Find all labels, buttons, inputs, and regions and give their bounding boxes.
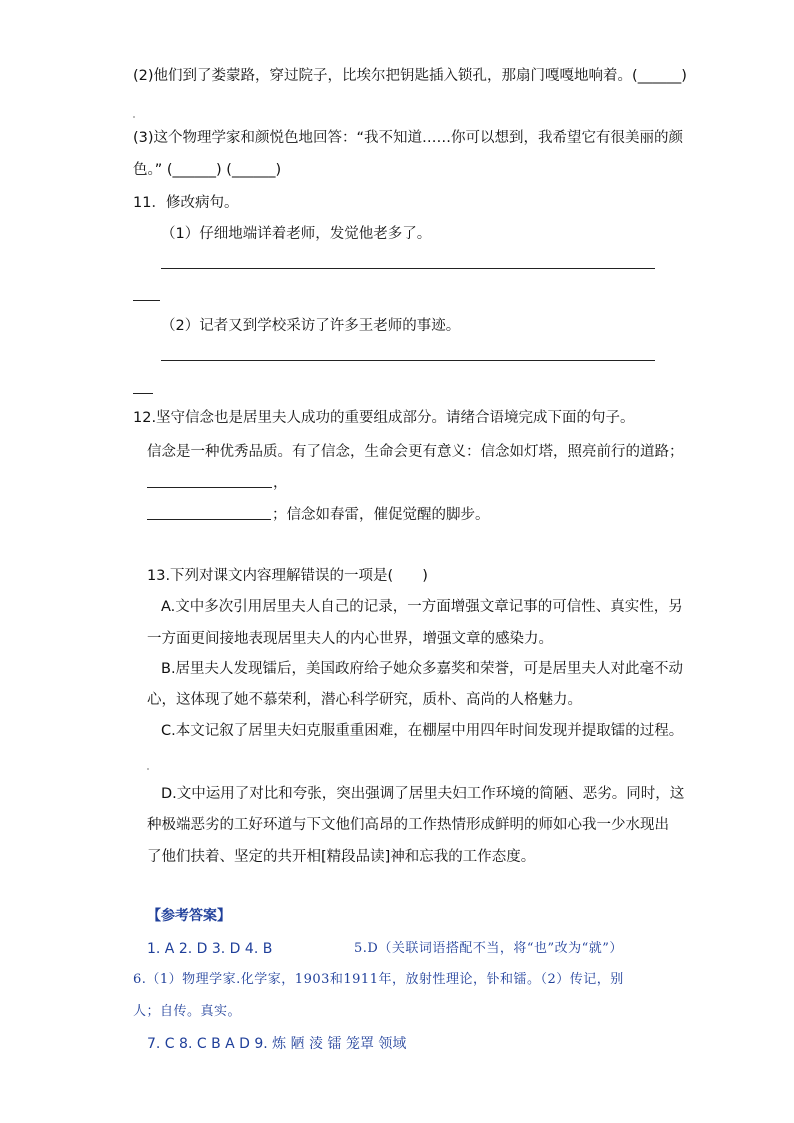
answer-blank bbox=[147, 487, 272, 488]
answers-title: 【参考答案】 bbox=[147, 908, 231, 924]
answers-line-3: 人；自传。真实。 bbox=[133, 1004, 242, 1019]
q12-blank-1-suffix: ， bbox=[273, 475, 288, 491]
q12-line-1: 信念是一种优秀品质。有了信念，生命会更有意义：信念如灯塔，照亮前行的道路； bbox=[147, 444, 684, 460]
q11-title: 11．修改病句。 bbox=[133, 195, 239, 211]
q10-item-3-line-2: 色。” (______) (______) bbox=[133, 162, 282, 178]
q13-option-d-line-1: D.文中运用了对比和夸张，突出强调了居里夫妇工作环境的简陋、恶劣。同时，这 bbox=[161, 786, 685, 802]
q10-item-3-line-1: (3)这个物理学家和颜悦色地回答：“我不知道……你可以想到，我希望它有很美丽的颜 bbox=[133, 130, 684, 146]
q12-blank-2-suffix: ；信念如春雷，催促觉醒的脚步。 bbox=[272, 507, 490, 523]
paragraph-mark bbox=[147, 768, 149, 770]
answers-line-1-choices: 1. A 2. D 3. D 4. B bbox=[147, 941, 273, 957]
answer-blank bbox=[147, 519, 271, 520]
q11-item-2: （2）记者又到学校采访了许多王老师的事迹。 bbox=[161, 318, 461, 334]
q13-option-a-line-2: 一方面更间接地表现居里夫人的内心世界，增强文章的感染力。 bbox=[147, 631, 553, 647]
answer-line bbox=[161, 360, 655, 361]
q13-title: 13.下列对课文内容理解错误的一项是( ) bbox=[147, 568, 428, 584]
q13-option-b-line-2: 心，这体现了她不慕荣利，潜心科学研究，质朴、高尚的人格魅力。 bbox=[147, 692, 582, 708]
answers-line-2: 6.（1）物理学家.化学家，1903和1911年，放射性理论，钋和镭。（2）传记，别 bbox=[133, 972, 624, 987]
paragraph-mark bbox=[133, 116, 135, 118]
answer-line bbox=[161, 268, 655, 269]
answers-line-1-q5: 5.D（关联词语搭配不当，将“也”改为“就”） bbox=[354, 941, 623, 956]
q10-item-2: (2)他们到了娄蒙路，穿过院子，比埃尔把钥匙插入锁孔，那扇门嘎嘎地响着。(______) bbox=[133, 68, 687, 84]
q13-option-d-line-3: 了他们扶着、坚定的共开相[精段品读]神和忘我的工作态度。 bbox=[147, 849, 536, 865]
answer-line bbox=[133, 300, 160, 301]
q13-option-b-line-1: B.居里夫人发现镭后，美国政府给子她众多嘉奖和荣誉，可是居里夫人对此毫不动 bbox=[161, 661, 684, 677]
answer-line bbox=[133, 393, 153, 394]
q12-title: 12.坚守信念也是居里夫人成功的重要组成部分。请绪合语境完成下面的句子。 bbox=[133, 410, 635, 426]
q13-option-a-line-1: A.文中多次引用居里夫人自己的记录，一方面增强文章记事的可信性、真实性，另 bbox=[161, 599, 683, 615]
q13-option-d-line-2: 种极端恶劣的工好环道与下文他们高昂的工作热情形成鲜明的师如心我一少水现出 bbox=[147, 817, 669, 833]
q11-item-1: （1）仔细地端详着老师，发觉他老多了。 bbox=[161, 226, 432, 242]
q13-option-c-line-1: C.本文记叙了居里夫妇克服重重困难，在棚屋中用四年时间发现并提取镭的过程。 bbox=[161, 723, 684, 739]
answers-line-4: 7. C 8. C B A D 9. 炼 陋 淩 镭 笼罩 领域 bbox=[147, 1036, 407, 1052]
